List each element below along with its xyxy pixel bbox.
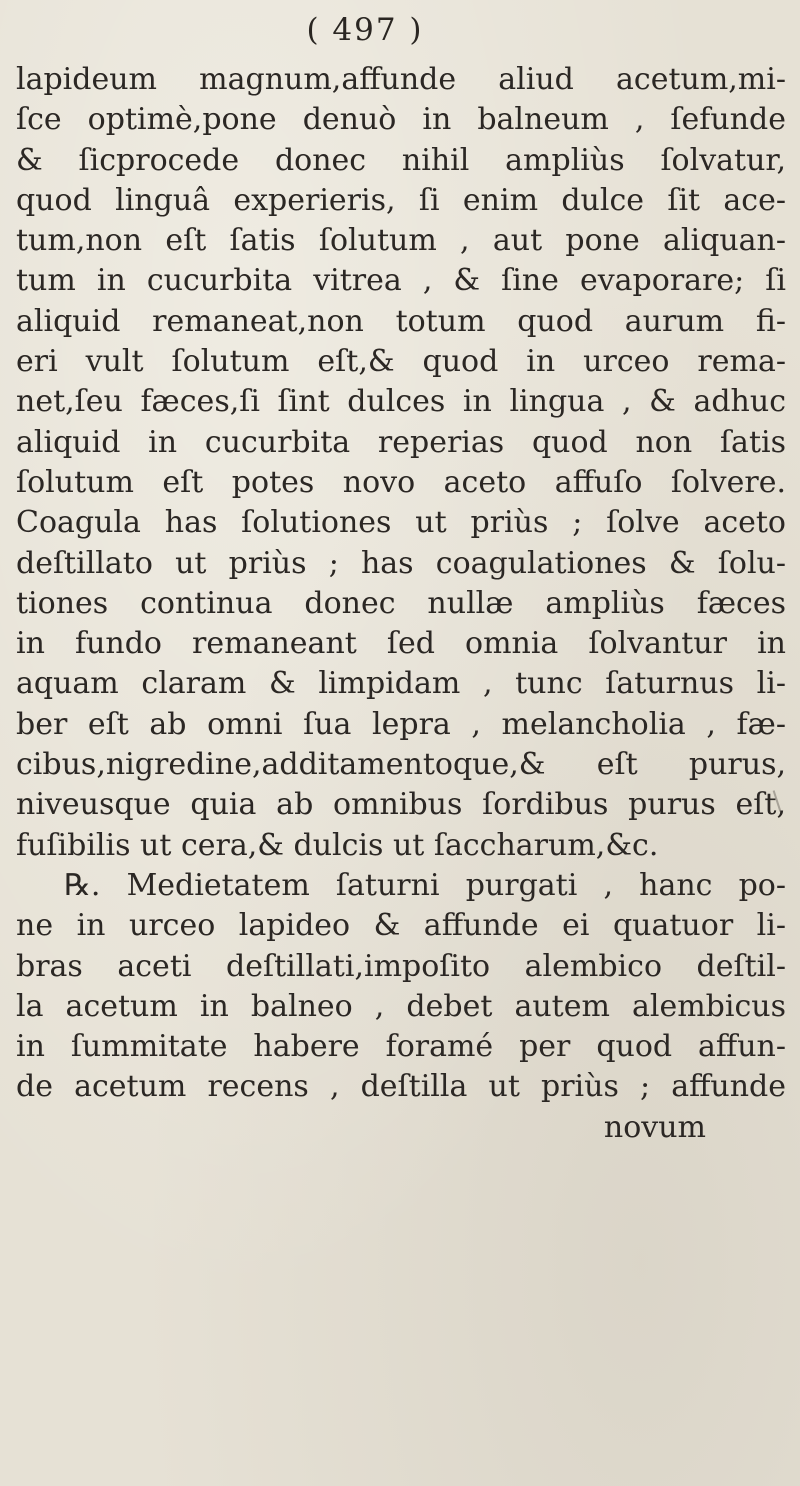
- text-line: de acetum recens , deſtilla ut priùs ; affunde: [16, 1069, 786, 1105]
- text-line: la acetum in balneo , debet autem alembicus: [16, 988, 786, 1024]
- text-line: Coagula has ſolutiones ut priùs ; ſolve aceto: [16, 505, 786, 541]
- text-line: ſolutum eſt potes novo aceto affuſo ſolvere.: [16, 464, 786, 500]
- text-line: bras aceti deſtillati,impoſito alembico deſtil-: [16, 948, 786, 984]
- text-line: tum in cucurbita vitrea , & ſine evaporare; ſi: [16, 263, 786, 299]
- text-line: tiones continua donec nullæ ampliùs fæces: [16, 585, 786, 621]
- text-line: ber eſt ab omni ſua lepra , melancholia , fæ-: [16, 706, 786, 742]
- recipe-line: ℞. Medietatem ſaturni purgati , hanc po-: [64, 867, 786, 903]
- text-line: fuſibilis ut cera,& dulcis ut ſaccharum,&c.: [16, 827, 659, 863]
- text-line: in fundo remaneant ſed omnia ſolvantur in: [16, 626, 786, 662]
- text-line: aquam claram & limpidam , tunc ſaturnus li-: [16, 666, 786, 702]
- text-line: quod linguâ experieris, ſi enim dulce ſit ace-: [16, 182, 786, 218]
- text-line: lapideum magnum,affunde aliud acetum,mi-: [16, 62, 786, 97]
- text-line: net,ſeu fæces,ſi ſint dulces in lingua , & adhuc: [16, 384, 786, 420]
- text-line: tum,non eſt ſatis ſolutum , aut pone aliquan-: [16, 223, 786, 259]
- text-line: ne in urceo lapideo & affunde ei quatuor li-: [16, 908, 786, 944]
- text-line: niveusque quia ab omnibus ſordibus purus eſt,: [16, 787, 786, 823]
- body-text: [16, 60, 786, 1148]
- text-line: aliquid in cucurbita reperias quod non ſatis: [16, 424, 786, 460]
- text-line: & ſicprocede donec nihil ampliùs ſolvatur,: [16, 142, 786, 178]
- text-line: in ſummitate habere foramé per quod affun-: [16, 1029, 786, 1065]
- text-line: ſce optimè,pone denuò in balneum , ſefunde: [16, 102, 786, 138]
- page-number: ( 497 ): [306, 12, 424, 48]
- text-line: eri vult ſolutum eſt,& quod in urceo rema-: [16, 344, 786, 380]
- text-line: cibus,nigredine,additamentoque,& eſt purus,: [16, 747, 786, 783]
- text-line: deſtillato ut priùs ; has coagulationes & ſolu-: [16, 545, 786, 581]
- catchword: novum: [603, 1109, 706, 1145]
- text-line: aliquid remaneat,non totum quod aurum fi-: [16, 303, 786, 339]
